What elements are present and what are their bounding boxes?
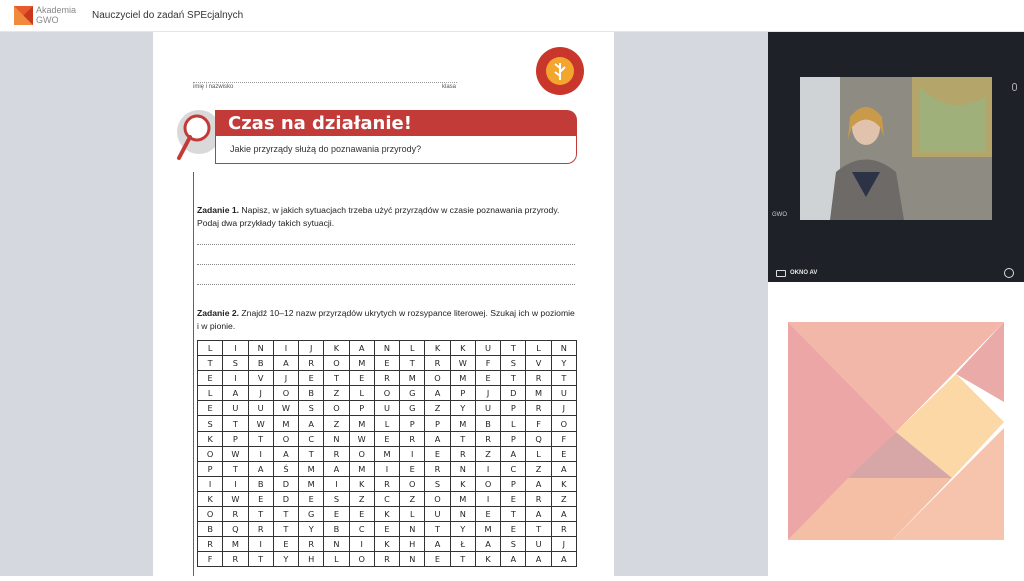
grid-cell: S: [324, 491, 349, 506]
grid-cell: O: [349, 552, 374, 567]
grid-cell: E: [299, 371, 324, 386]
grid-cell: N: [450, 461, 475, 476]
akademia-gwo-logo-icon: [14, 6, 33, 25]
grid-cell: D: [501, 386, 526, 401]
grid-cell: P: [223, 431, 248, 446]
grid-cell: T: [501, 507, 526, 522]
tangram-image: [768, 282, 1024, 576]
grid-cell: A: [425, 386, 450, 401]
grid-cell: M: [273, 416, 298, 431]
grid-cell: C: [299, 431, 324, 446]
grid-cell: K: [425, 341, 450, 356]
grid-cell: Y: [450, 401, 475, 416]
grid-cell: Y: [450, 522, 475, 537]
grid-cell: Q: [526, 431, 551, 446]
grid-row: [198, 537, 577, 552]
grid-cell: O: [425, 371, 450, 386]
grid-cell: E: [349, 371, 374, 386]
grid-cell: O: [475, 476, 500, 491]
task-2-text: Znajdź 10–12 nazw przyrządów ukrytych w rozsypance literowej. Szukaj ich w poziomie i w pionie.: [197, 308, 575, 331]
grid-row: [198, 491, 577, 506]
grid-cell: M: [475, 522, 500, 537]
grid-cell: M: [450, 416, 475, 431]
grid-cell: T: [450, 431, 475, 446]
grid-cell: N: [450, 507, 475, 522]
answer-line: [197, 264, 575, 265]
grid-cell: R: [526, 401, 551, 416]
name-line-divider: [193, 82, 457, 83]
grid-cell: L: [349, 386, 374, 401]
grid-cell: O: [349, 446, 374, 461]
grid-cell: G: [400, 386, 425, 401]
grid-cell: N: [400, 552, 425, 567]
grid-row: [198, 341, 577, 356]
grid-cell: E: [501, 491, 526, 506]
grid-cell: M: [349, 461, 374, 476]
grid-row: [198, 416, 577, 431]
grid-cell: A: [273, 356, 298, 371]
app-title: Nauczyciel do zadań SPEcjalnych: [92, 10, 244, 21]
grid-cell: M: [299, 461, 324, 476]
grid-cell: K: [450, 341, 475, 356]
grid-cell: P: [501, 431, 526, 446]
grid-cell: T: [501, 371, 526, 386]
grid-cell: R: [198, 537, 223, 552]
grid-cell: U: [526, 537, 551, 552]
grid-cell: P: [400, 416, 425, 431]
answer-line: [197, 284, 575, 285]
grid-cell: G: [400, 401, 425, 416]
grid-cell: E: [475, 371, 500, 386]
grid-cell: U: [475, 401, 500, 416]
grid-row: [198, 446, 577, 461]
grid-cell: S: [223, 356, 248, 371]
grid-cell: K: [475, 552, 500, 567]
grid-cell: M: [450, 371, 475, 386]
grid-cell: V: [526, 356, 551, 371]
grid-cell: F: [551, 431, 576, 446]
grid-cell: R: [526, 491, 551, 506]
grid-cell: C: [374, 491, 399, 506]
grid-cell: R: [425, 356, 450, 371]
task-2-label: Zadanie 2.: [197, 308, 240, 318]
grid-row: [198, 371, 577, 386]
grid-cell: S: [299, 401, 324, 416]
grid-cell: B: [248, 356, 273, 371]
participant-name: GWO: [772, 212, 787, 218]
grid-cell: I: [198, 476, 223, 491]
grid-cell: U: [248, 401, 273, 416]
grid-cell: C: [501, 461, 526, 476]
video-panel: [768, 32, 1024, 282]
grid-cell: K: [450, 476, 475, 491]
grid-cell: T: [501, 341, 526, 356]
grid-cell: E: [501, 522, 526, 537]
camera-icon[interactable]: [776, 270, 786, 277]
grid-cell: E: [198, 371, 223, 386]
task-1-label: Zadanie 1.: [197, 205, 240, 215]
grid-cell: R: [374, 476, 399, 491]
grid-cell: I: [223, 476, 248, 491]
grid-cell: N: [324, 431, 349, 446]
grid-cell: I: [273, 341, 298, 356]
grid-cell: R: [551, 522, 576, 537]
grid-cell: A: [425, 431, 450, 446]
grid-cell: Q: [223, 522, 248, 537]
grid-cell: I: [248, 537, 273, 552]
grid-cell: B: [475, 416, 500, 431]
grid-cell: W: [223, 491, 248, 506]
grid-cell: A: [349, 341, 374, 356]
grid-cell: W: [450, 356, 475, 371]
grid-cell: A: [501, 446, 526, 461]
grid-cell: R: [299, 537, 324, 552]
grid-cell: M: [526, 386, 551, 401]
logo-text: [36, 5, 76, 25]
grid-cell: L: [400, 341, 425, 356]
grid-row: [198, 507, 577, 522]
grid-cell: P: [450, 386, 475, 401]
grid-cell: A: [551, 552, 576, 567]
grid-cell: L: [501, 416, 526, 431]
grid-cell: M: [400, 371, 425, 386]
grid-cell: I: [400, 446, 425, 461]
grid-cell: S: [198, 416, 223, 431]
grid-cell: Z: [349, 491, 374, 506]
grid-cell: H: [299, 552, 324, 567]
grid-cell: E: [273, 537, 298, 552]
grid-cell: P: [501, 401, 526, 416]
grid-cell: E: [299, 491, 324, 506]
grid-cell: L: [526, 446, 551, 461]
class-label: klasa: [442, 84, 457, 90]
grid-cell: O: [273, 431, 298, 446]
grid-cell: D: [273, 491, 298, 506]
grid-cell: O: [551, 416, 576, 431]
grid-cell: Z: [324, 416, 349, 431]
grid-cell: N: [551, 341, 576, 356]
grid-cell: K: [551, 476, 576, 491]
grid-cell: T: [248, 507, 273, 522]
grid-cell: K: [198, 431, 223, 446]
microphone-icon[interactable]: [1012, 83, 1017, 91]
grid-cell: E: [248, 491, 273, 506]
grid-cell: J: [299, 341, 324, 356]
grid-cell: N: [374, 341, 399, 356]
logo-line2: GWO: [36, 15, 59, 25]
grid-cell: J: [475, 386, 500, 401]
grid-cell: E: [374, 522, 399, 537]
grid-cell: T: [400, 356, 425, 371]
grid-cell: A: [551, 507, 576, 522]
grid-cell: T: [198, 356, 223, 371]
grid-cell: A: [299, 416, 324, 431]
grid-cell: S: [425, 476, 450, 491]
margin-line: [193, 172, 194, 576]
grid-cell: W: [273, 401, 298, 416]
grid-cell: I: [475, 491, 500, 506]
grid-cell: Z: [324, 386, 349, 401]
grid-row: [198, 552, 577, 567]
grid-cell: H: [400, 537, 425, 552]
grid-cell: R: [450, 446, 475, 461]
grid-cell: A: [501, 552, 526, 567]
tangram-panel: [768, 282, 1024, 576]
worksheet-page: [153, 32, 614, 576]
grid-cell: T: [248, 431, 273, 446]
answer-line: [197, 244, 575, 245]
grid-cell: K: [324, 341, 349, 356]
grid-cell: R: [425, 461, 450, 476]
grid-cell: A: [526, 476, 551, 491]
grid-cell: Z: [526, 461, 551, 476]
grid-cell: L: [198, 341, 223, 356]
grid-cell: R: [223, 507, 248, 522]
grid-cell: E: [349, 507, 374, 522]
grid-cell: T: [450, 552, 475, 567]
grid-cell: Z: [400, 491, 425, 506]
grid-cell: R: [475, 431, 500, 446]
grid-cell: A: [526, 507, 551, 522]
worksheet-subtitle-box: [215, 136, 577, 164]
grid-cell: O: [324, 356, 349, 371]
grid-cell: A: [425, 537, 450, 552]
grid-cell: M: [299, 476, 324, 491]
grid-cell: L: [198, 386, 223, 401]
grid-cell: O: [198, 446, 223, 461]
grid-cell: A: [324, 461, 349, 476]
worksheet-title-bar: [215, 110, 577, 136]
grid-cell: B: [324, 522, 349, 537]
grid-cell: Z: [425, 401, 450, 416]
grid-cell: K: [374, 537, 399, 552]
participant-video: [800, 77, 992, 220]
grid-cell: J: [248, 386, 273, 401]
grid-cell: W: [223, 446, 248, 461]
grid-cell: F: [475, 356, 500, 371]
worksheet-title: Czas na działanie!: [228, 113, 412, 134]
grid-cell: O: [374, 386, 399, 401]
grid-cell: B: [248, 476, 273, 491]
chat-icon[interactable]: [1004, 268, 1014, 278]
grid-cell: K: [349, 476, 374, 491]
grid-cell: M: [349, 356, 374, 371]
grid-cell: Z: [551, 491, 576, 506]
grid-cell: L: [400, 507, 425, 522]
grid-cell: B: [198, 522, 223, 537]
grid-cell: A: [551, 461, 576, 476]
grid-cell: E: [425, 446, 450, 461]
grid-cell: O: [425, 491, 450, 506]
przyroda-badge-icon: [535, 46, 585, 96]
task-2: [197, 307, 579, 333]
grid-cell: U: [374, 401, 399, 416]
grid-cell: I: [374, 461, 399, 476]
grid-cell: K: [374, 507, 399, 522]
grid-cell: E: [374, 356, 399, 371]
task-1-text: Napisz, w jakich sytuacjach trzeba użyć przyrządów w czasie poznawania przyrody. Podaj dwa przykłady takich sytuacji.: [197, 205, 560, 228]
grid-cell: P: [501, 476, 526, 491]
grid-cell: R: [248, 522, 273, 537]
grid-row: [198, 476, 577, 491]
grid-cell: V: [248, 371, 273, 386]
grid-cell: W: [349, 431, 374, 446]
grid-cell: R: [374, 552, 399, 567]
grid-cell: F: [526, 416, 551, 431]
grid-cell: T: [299, 446, 324, 461]
task-1: [197, 204, 579, 230]
grid-cell: L: [324, 552, 349, 567]
grid-cell: A: [248, 461, 273, 476]
grid-cell: I: [223, 341, 248, 356]
grid-row: [198, 431, 577, 446]
word-search-grid: [197, 340, 577, 567]
top-bar: [0, 0, 1024, 32]
grid-cell: I: [324, 476, 349, 491]
grid-cell: E: [475, 507, 500, 522]
grid-cell: M: [349, 416, 374, 431]
grid-cell: U: [475, 341, 500, 356]
grid-cell: E: [425, 552, 450, 567]
grid-cell: O: [273, 386, 298, 401]
grid-cell: A: [223, 386, 248, 401]
logo-line1: Akademia: [36, 5, 77, 15]
grid-row: [198, 401, 577, 416]
grid-cell: R: [324, 446, 349, 461]
grid-cell: I: [223, 371, 248, 386]
grid-cell: T: [425, 522, 450, 537]
grid-cell: T: [526, 522, 551, 537]
grid-cell: E: [551, 446, 576, 461]
grid-cell: I: [349, 537, 374, 552]
grid-cell: O: [400, 476, 425, 491]
name-label: imię i nazwisko: [193, 84, 234, 90]
grid-cell: A: [273, 446, 298, 461]
grid-cell: P: [349, 401, 374, 416]
grid-cell: P: [198, 461, 223, 476]
grid-cell: R: [400, 431, 425, 446]
grid-cell: Ś: [273, 461, 298, 476]
grid-cell: S: [501, 537, 526, 552]
grid-cell: A: [526, 552, 551, 567]
grid-cell: M: [223, 537, 248, 552]
video-footer: [768, 264, 1024, 282]
grid-cell: P: [425, 416, 450, 431]
presentation-stage: [0, 32, 768, 576]
grid-cell: I: [475, 461, 500, 476]
grid-cell: Z: [475, 446, 500, 461]
grid-cell: T: [551, 371, 576, 386]
grid-row: [198, 461, 577, 476]
grid-cell: N: [324, 537, 349, 552]
grid-cell: K: [198, 491, 223, 506]
grid-cell: Y: [299, 522, 324, 537]
grid-cell: U: [551, 386, 576, 401]
grid-cell: M: [374, 446, 399, 461]
grid-cell: L: [374, 416, 399, 431]
grid-cell: E: [324, 507, 349, 522]
grid-cell: U: [223, 401, 248, 416]
grid-cell: I: [248, 446, 273, 461]
grid-cell: T: [223, 461, 248, 476]
grid-cell: T: [324, 371, 349, 386]
grid-cell: M: [450, 491, 475, 506]
grid-cell: A: [475, 537, 500, 552]
grid-cell: W: [248, 416, 273, 431]
grid-cell: T: [248, 552, 273, 567]
grid-cell: Ł: [450, 537, 475, 552]
grid-cell: G: [299, 507, 324, 522]
grid-cell: L: [526, 341, 551, 356]
grid-cell: Y: [551, 356, 576, 371]
grid-row: [198, 356, 577, 371]
grid-cell: T: [223, 416, 248, 431]
grid-cell: T: [273, 507, 298, 522]
grid-cell: N: [400, 522, 425, 537]
worksheet-subtitle: Jakie przyrządy służą do poznawania przyrody?: [230, 144, 422, 154]
grid-cell: D: [273, 476, 298, 491]
grid-row: [198, 386, 577, 401]
grid-cell: B: [299, 386, 324, 401]
grid-cell: S: [501, 356, 526, 371]
grid-cell: O: [324, 401, 349, 416]
grid-cell: U: [425, 507, 450, 522]
grid-cell: E: [374, 431, 399, 446]
grid-cell: R: [299, 356, 324, 371]
grid-cell: R: [374, 371, 399, 386]
grid-cell: J: [273, 371, 298, 386]
grid-cell: T: [273, 522, 298, 537]
grid-cell: R: [223, 552, 248, 567]
grid-cell: J: [551, 401, 576, 416]
grid-cell: E: [198, 401, 223, 416]
grid-row: [198, 522, 577, 537]
grid-cell: R: [526, 371, 551, 386]
grid-cell: J: [551, 537, 576, 552]
grid-cell: F: [198, 552, 223, 567]
grid-cell: C: [349, 522, 374, 537]
grid-cell: Y: [273, 552, 298, 567]
grid-cell: N: [248, 341, 273, 356]
grid-cell: E: [400, 461, 425, 476]
window-label: OKNO AV: [790, 270, 818, 276]
grid-cell: O: [198, 507, 223, 522]
